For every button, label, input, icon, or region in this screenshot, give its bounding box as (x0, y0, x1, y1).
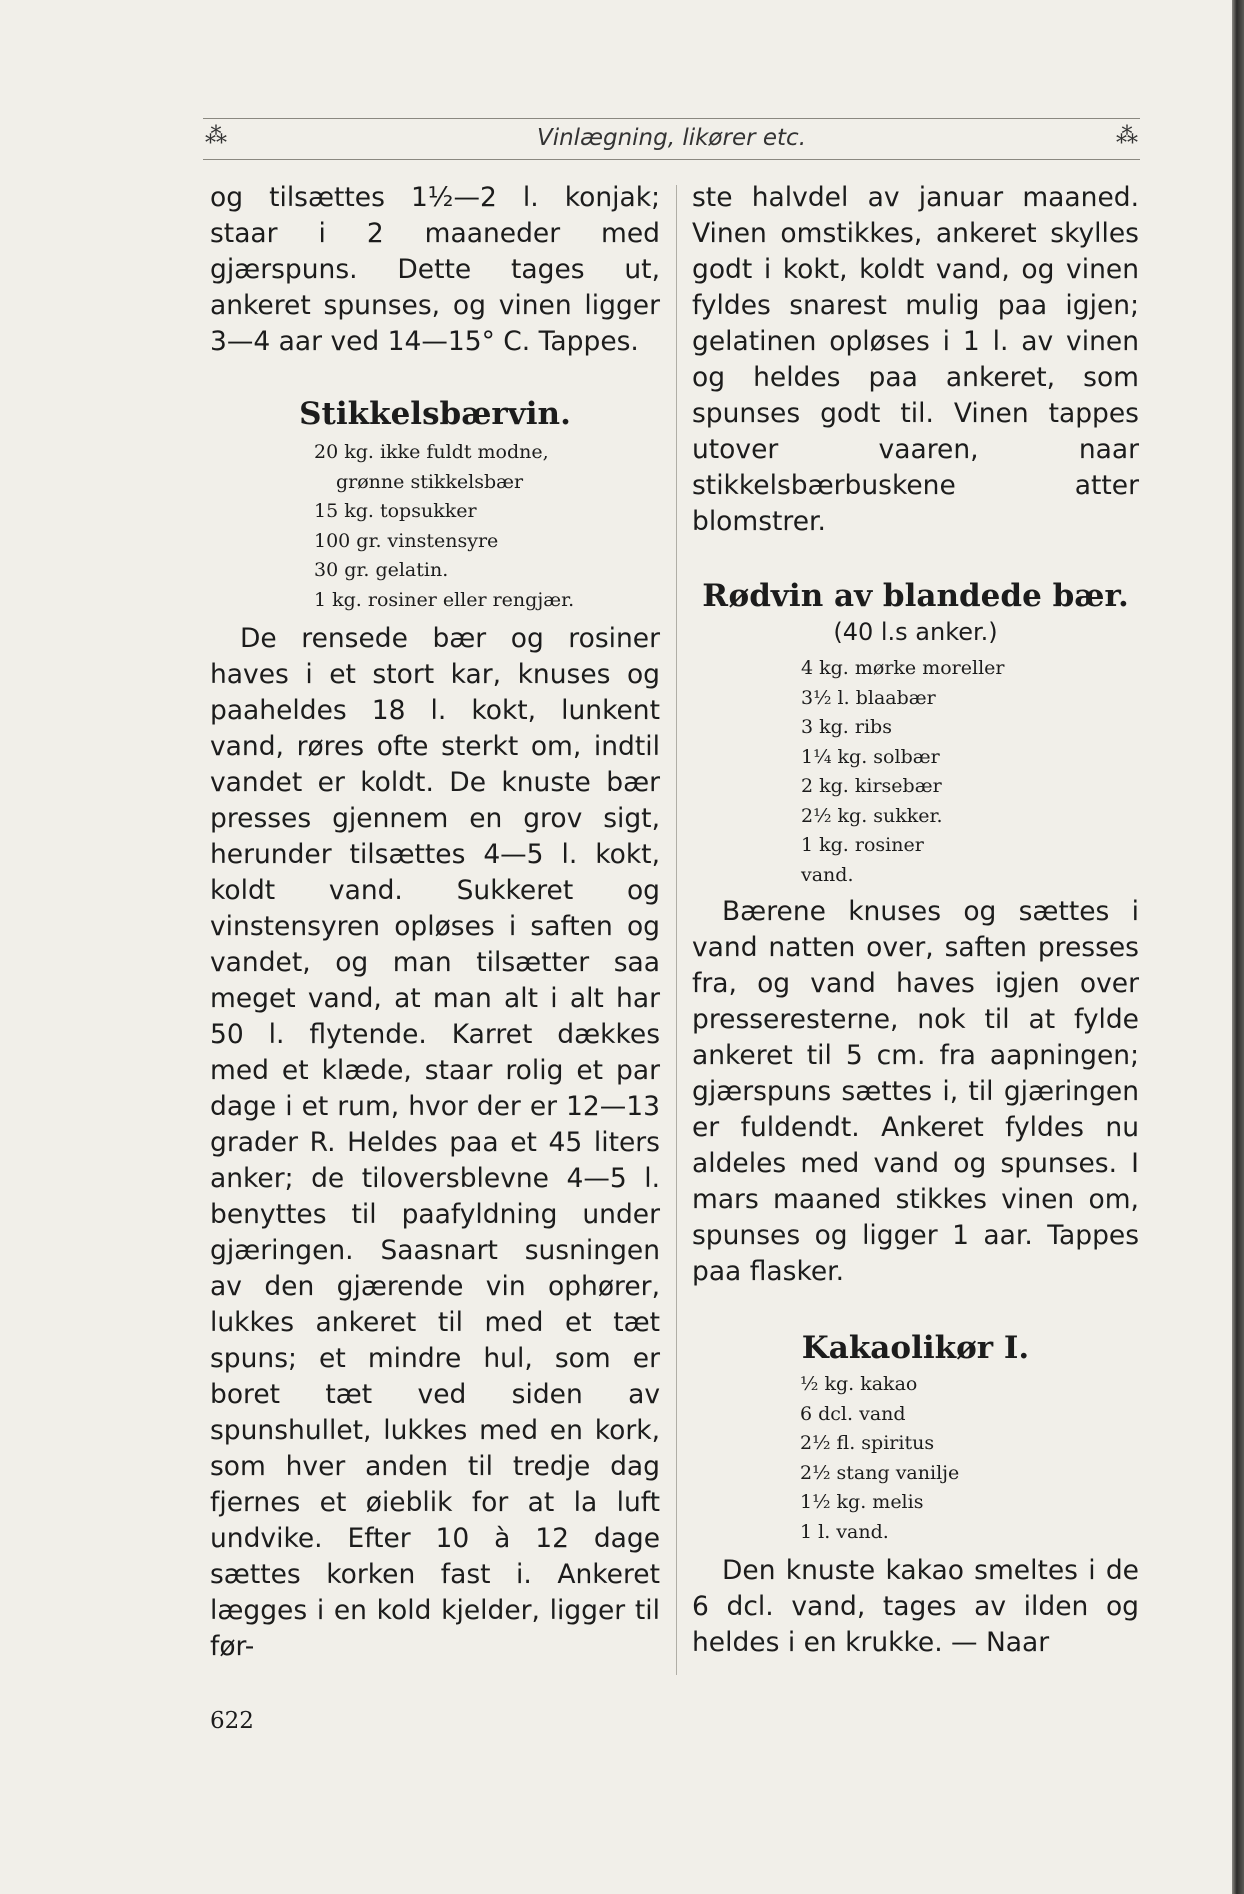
recipe-title-stikkelsbaervin: Stikkelsbærvin. (299, 396, 571, 432)
ingredient-item: ½ kg. kakao (800, 1373, 918, 1395)
ingredient-item: 2 kg. kirsebær (801, 775, 942, 797)
instructions-kakaolikor: Den knuste kakao smeltes i de 6 dcl. vand, tages av ilden og heldes i en krukke. — Naar (692, 1555, 1139, 1658)
recipe-title-rodvin: Rødvin av blandede bær. (702, 578, 1129, 614)
ingredient-item: 20 kg. ikke fuldt modne, (314, 441, 549, 463)
ingredient-item: vand. (801, 863, 854, 886)
ingredient-item: 100 gr. vinstensyre (314, 529, 499, 552)
ingredient-item: 3 kg. ribs (801, 716, 892, 738)
intro-paragraph: og tilsættes 1½—2 l. konjak; staar i 2 maaneder med gjærspuns. Dette tages ut, ankeret spunses, og vinen ligger 3—4 aar ved 14—15° C. Tappes. (210, 182, 660, 357)
running-header-title: Vinlægning, likører etc. (536, 125, 806, 151)
ingredient-item: 2½ stang vanilje (800, 1461, 960, 1484)
ingredient-item: 2½ kg. sukker. (801, 804, 943, 827)
ingredient-item: 30 gr. gelatin. (314, 559, 449, 581)
ingredient-item: 1½ kg. melis (800, 1491, 924, 1513)
ingredient-list-rodvin (801, 654, 1139, 890)
ingredient-item: 6 dcl. vand (800, 1402, 906, 1425)
recipe-subtitle-rodvin: (40 l.s anker.) (833, 618, 998, 646)
ornament-left-icon: ⁂ (205, 124, 227, 149)
ingredient-item: 1 kg. rosiner (801, 834, 924, 856)
ingredient-item: grønne stikkelsbær (336, 470, 524, 493)
ingredient-item: 15 kg. topsukker (314, 500, 477, 522)
recipe-title-kakaolikor: Kakaolikør I. (801, 1330, 1030, 1366)
instructions-rodvin: Bærene knuses og sættes i vand natten over, saften presses fra, og vand haves igjen over presseresterne, nok til at fylde ankeret til 5 cm. fra aapningen; gjærspuns sættes i, til gjæringen er fuldendt. Ankeret fyldes nu aldeles med vand og spunses. I mars maaned stikkes vinen om, spunses og ligger 1 aar. Tappes paa flasker. (692, 896, 1139, 1287)
running-header (203, 118, 1140, 160)
ingredient-item: 1 kg. rosiner eller rengjær. (314, 588, 575, 611)
ornament-right-icon: ⁂ (1116, 124, 1138, 149)
ingredient-item: 1 l. vand. (800, 1520, 889, 1543)
ingredient-list-kakaolikor (800, 1370, 1139, 1547)
ingredient-item: 3½ l. blaabær (801, 686, 936, 709)
ingredient-item: 4 kg. mørke moreller (801, 657, 1005, 679)
ingredient-item: 2½ fl. spiritus (800, 1432, 935, 1454)
ingredient-list-stikkelsbaervin (314, 438, 660, 615)
book-spine-edge (1232, 0, 1244, 1894)
left-column (210, 180, 660, 1665)
continued-paragraph: ste halvdel av januar maaned. Vinen omstikkes, ankeret skylles godt i kokt, koldt vand, og vinen fyldes snarest mulig paa igjen; gelatinen opløses i 1 l. av vinen og heldes paa ankeret, som spunses godt til. Vinen tappes utover vaaren, naar stikkelsbærbuskene atter blomstrer. (692, 182, 1139, 537)
right-column (692, 180, 1139, 1661)
ingredient-item: 1¼ kg. solbær (801, 745, 940, 768)
column-divider (676, 185, 677, 1675)
instructions-stikkelsbaervin: De rensede bær og rosiner haves i et stort kar, knuses og paaheldes 18 l. kokt, lunkent vand, røres ofte sterkt om, indtil vandet er koldt. De knuste bær presses gjennem en grov sigt, herunder tilsættes 4—5 l. kokt, koldt vand. Sukkeret og vinstensyren opløses i saften og vandet, og man tilsætter saa meget vand, at man alt i alt har 50 l. flytende. Karret dækkes med et klæde, staar rolig et par dage i et rum, hvor der er 12—13 grader R. Heldes paa et 45 liters anker; de tiloversblevne 4—5 l. benyttes til paafyldning under gjæringen. Saasnart susningen av den gjærende vin ophører, lukkes ankeret til med et tæt spuns; et mindre hul, som er boret tæt ved siden av spunshullet, lukkes med en kork, som hver anden til tredje dag fjernes et øieblik for at la luft undvike. Efter 10 à 12 dage sættes korken fast i. Ankeret lægges i en kold kjelder, ligger til før- (210, 623, 660, 1662)
page-number: 622 (210, 1708, 254, 1734)
